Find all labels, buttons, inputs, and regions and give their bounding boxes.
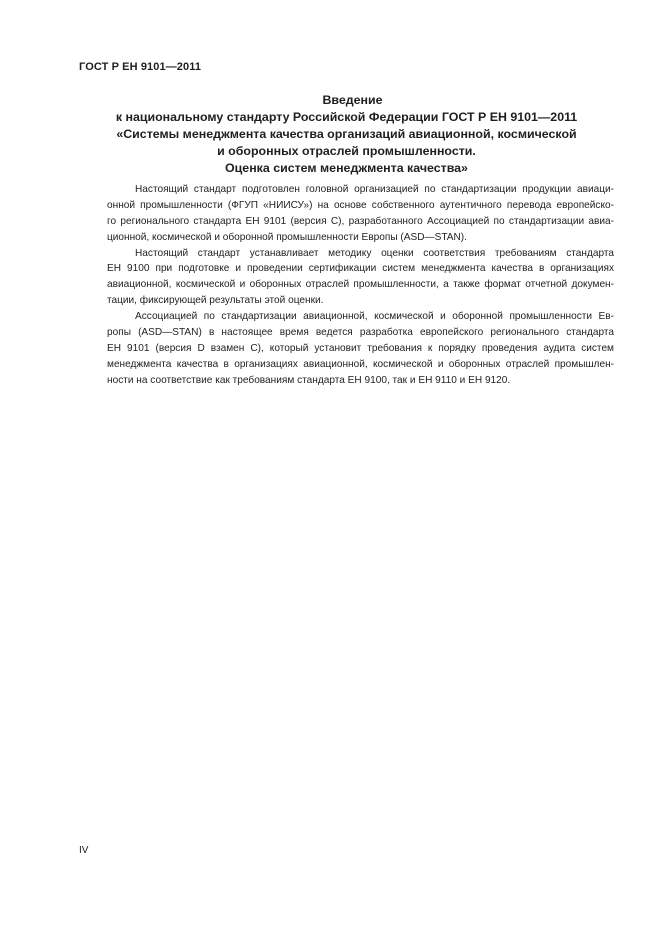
body-text	[79, 182, 614, 389]
text-line: ЕН 9100 при подготовке и проведении сертификации систем менеджмента качества в организациях	[107, 263, 614, 275]
paragraph-3	[79, 309, 614, 388]
title-line: «Системы менеджмента качества организаций авиационной, космической	[116, 127, 577, 141]
title-line: и оборонных отраслей промышленности.	[217, 144, 476, 158]
paragraph-2	[79, 246, 614, 310]
page-number: IV	[79, 845, 89, 856]
title-heading: Введение	[322, 93, 383, 107]
text-line: тации, фиксирующей результаты этой оценки.	[107, 295, 324, 307]
text-line: авиационной, космической и оборонных отраслей промышленности, а также формат отчетной докумен-	[107, 279, 614, 291]
text-line: Настоящий стандарт подготовлен головной организацией по стандартизации продукции авиаци-	[135, 184, 614, 195]
text-line: ционной, космической и оборонной промышленности Европы (ASD—STAN).	[107, 231, 467, 243]
title-line: Оценка систем менеджмента качества»	[225, 161, 468, 175]
text-line: ности на соответствие как требованиям стандарта ЕН 9100, так и ЕН 9110 и ЕН 9120.	[107, 374, 511, 386]
text-line: ЕН 9101 (версия D взамен С), который установит требования к порядку проведения аудита систем	[107, 342, 614, 354]
title-line: к национальному стандарту Российской Федерации ГОСТ Р ЕН 9101—2011	[115, 110, 578, 124]
introduction-title	[79, 92, 614, 177]
text-line: ропы (ASD—STAN) в настоящее время ведется разработка европейского регионального стандарта	[107, 327, 614, 339]
text-line: онной промышленности (ФГУП «НИИСУ») на основе собственного аутентичного перевода европейско-	[107, 199, 614, 211]
document-code: ГОСТ Р ЕН 9101—2011	[79, 61, 202, 73]
text-line: Настоящий стандарт устанавливает методику оценки соответствия требованиям стандарта	[135, 247, 614, 259]
text-line: Ассоциацией по стандартизации авиационной, космической и оборонной промышленности Ев-	[135, 311, 614, 323]
paragraph-1	[79, 182, 614, 246]
text-line: го регионального стандарта ЕН 9101 (версия С), разработанного Ассоциацией по стандартизации авиа-	[107, 215, 614, 227]
text-line: менеджмента качества в организациях авиационной, космической и оборонных отраслей промышлен-	[107, 358, 614, 370]
